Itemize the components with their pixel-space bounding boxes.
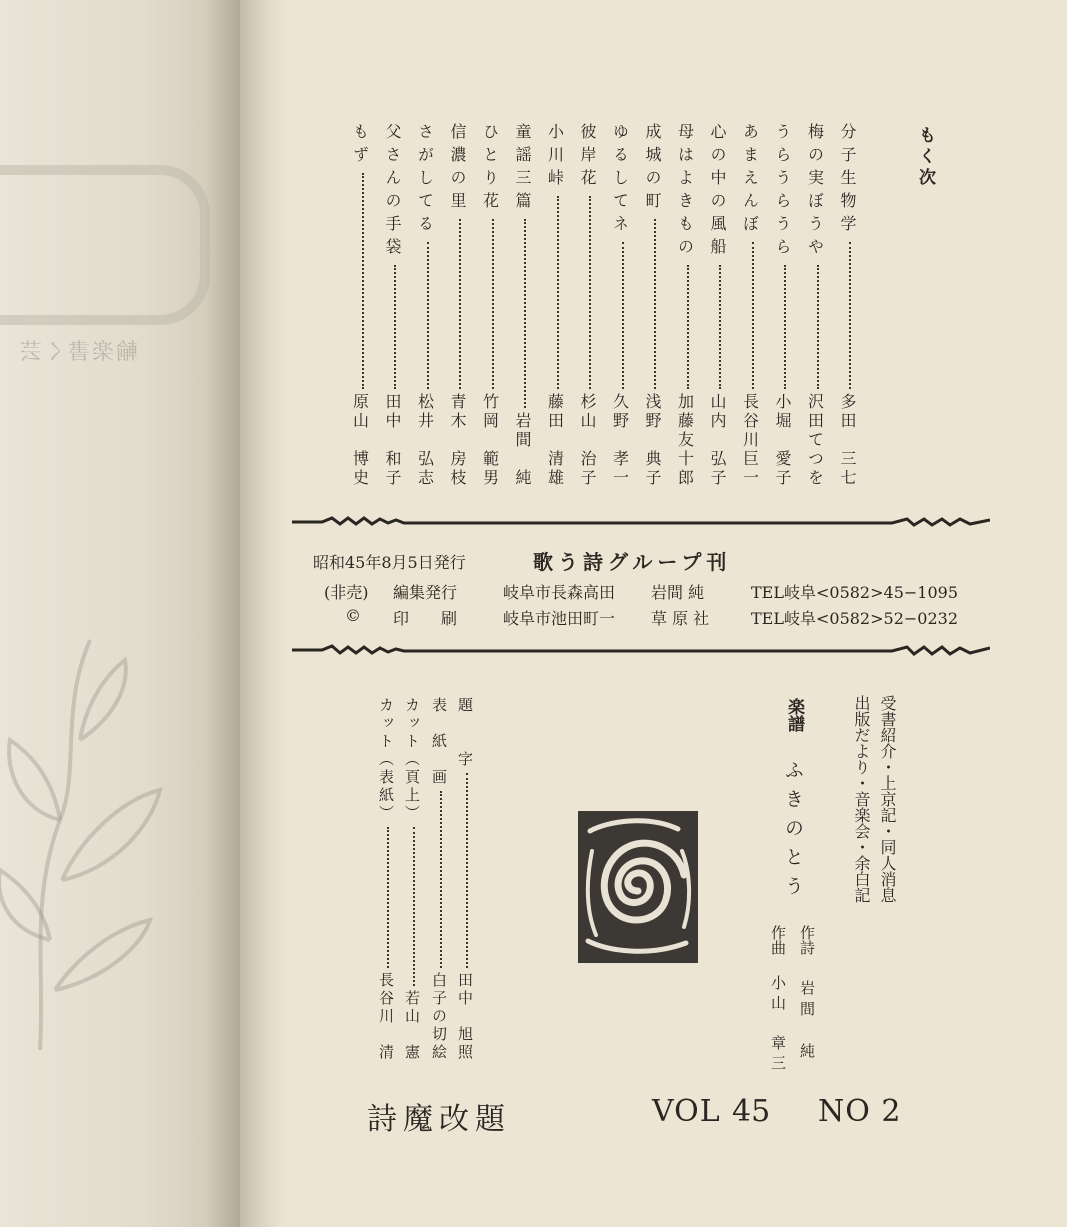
credit-label: カット（頁上） bbox=[403, 697, 421, 823]
vol-label: VOL bbox=[652, 1094, 721, 1129]
lyricist-name: 岩間 純 bbox=[798, 980, 816, 1064]
leader-dots bbox=[779, 265, 786, 389]
toc-entry-author: 沢田てつを bbox=[805, 393, 825, 488]
issue-label-text: NO bbox=[818, 1094, 871, 1129]
toc-entry-title: 成城の町 bbox=[643, 123, 662, 215]
toc-entry-author: 小堀 愛子 bbox=[773, 393, 792, 488]
divider-top bbox=[292, 514, 990, 528]
lyricist-role: 作詩 bbox=[798, 925, 816, 955]
leader-dots bbox=[519, 219, 526, 408]
toc-entry bbox=[674, 123, 697, 488]
toc-entry-author: 杉山 治子 bbox=[578, 393, 597, 488]
toc-entry-title: 信濃の里 bbox=[448, 123, 467, 215]
toc-entry-author: 久野 孝一 bbox=[610, 393, 630, 488]
contents-line-1: 受書紹介・上京記・同人消息 bbox=[878, 695, 897, 903]
row1-tel: TEL岐阜<0582>45−1095 bbox=[751, 583, 958, 602]
row1-label: (非売) bbox=[324, 583, 369, 602]
toc-entry-title: 分子生物学 bbox=[838, 123, 857, 238]
leader-dots bbox=[389, 265, 396, 389]
row1-address: 岐阜市長森高田 bbox=[503, 583, 616, 602]
leader-dots bbox=[812, 265, 819, 389]
toc-entry bbox=[739, 123, 762, 488]
toc-entry-author: 岩間 純 bbox=[513, 412, 532, 488]
row2-label: © bbox=[345, 606, 361, 625]
toc-entry-title: 彼岸花 bbox=[578, 123, 597, 192]
toc-entry bbox=[511, 123, 534, 488]
credit-label: 題 字 bbox=[456, 697, 474, 769]
toc-entry-title: 童謡三篇 bbox=[513, 123, 532, 215]
credit-name: 田中 旭照 bbox=[456, 972, 474, 1062]
leader-dots bbox=[384, 827, 389, 968]
toc-entry bbox=[544, 123, 567, 488]
toc-entry bbox=[414, 123, 437, 488]
toc-entry bbox=[576, 123, 599, 488]
row1-name: 岩間 純 bbox=[651, 583, 705, 602]
score-title: ふきのとう bbox=[782, 760, 804, 905]
ghost-emblem bbox=[0, 165, 210, 325]
toc-entry-title: ゆるしてネ bbox=[610, 123, 630, 238]
toc-entry bbox=[804, 123, 827, 488]
composer-name: 小山 章三 bbox=[769, 975, 787, 1075]
credit-entry bbox=[402, 697, 423, 1062]
divider-bottom bbox=[292, 643, 990, 657]
toc-entry-title: 梅の実ぼうや bbox=[805, 123, 825, 261]
row2-tel: TEL岐阜<0582>52−0232 bbox=[751, 609, 958, 628]
credit-name: 若山 憲 bbox=[403, 990, 421, 1062]
toc-entry-author: 田中 和子 bbox=[383, 393, 402, 488]
woodcut-spiral-illustration bbox=[578, 811, 698, 963]
leader-dots bbox=[357, 173, 364, 389]
ghost-plant-illustration bbox=[0, 620, 180, 1060]
gutter-shadow bbox=[205, 0, 285, 1227]
toc-entry-author: 藤田 清雄 bbox=[545, 393, 565, 488]
toc-entry bbox=[641, 123, 664, 488]
credit-entry bbox=[376, 697, 397, 1062]
toc-entry-author: 竹岡 範男 bbox=[480, 393, 500, 488]
toc-entry bbox=[381, 123, 404, 488]
issue-number: 2 bbox=[881, 1094, 902, 1129]
toc-entry-title: さがしてる bbox=[415, 123, 435, 238]
toc-entry-author: 山内 弘子 bbox=[708, 393, 727, 488]
toc-entry-title: もず bbox=[350, 123, 370, 169]
toc-entry-author: 多田 三七 bbox=[838, 393, 857, 488]
toc-entry-title: あまえんぼ bbox=[740, 123, 760, 238]
toc-entry bbox=[479, 123, 502, 488]
toc-entry-author: 原山 博史 bbox=[350, 393, 370, 488]
leader-dots bbox=[747, 242, 754, 389]
toc-entry bbox=[706, 123, 729, 488]
row2-name: 草 原 社 bbox=[651, 609, 710, 628]
leader-dots bbox=[552, 196, 559, 389]
leader-dots bbox=[454, 219, 461, 389]
credit-entry bbox=[429, 697, 450, 1062]
leader-dots bbox=[649, 219, 656, 389]
leader-dots bbox=[844, 242, 851, 389]
toc-entry bbox=[349, 123, 372, 488]
leader-dots bbox=[617, 242, 624, 389]
toc-entry-title: 心の中の風船 bbox=[708, 123, 727, 261]
vol-number: 45 bbox=[732, 1094, 771, 1129]
leader-dots bbox=[584, 196, 591, 389]
leader-dots bbox=[410, 827, 415, 986]
leader-dots bbox=[487, 219, 494, 389]
toc-entry-title: 小川峠 bbox=[545, 123, 565, 192]
leader-dots bbox=[422, 242, 429, 389]
toc-entry-title: 父さんの手袋 bbox=[383, 123, 402, 261]
toc-entry bbox=[609, 123, 632, 488]
credit-label: カット（表紙） bbox=[377, 697, 395, 823]
score-label: 楽譜 bbox=[784, 698, 804, 732]
toc-entry-author: 加藤友十郎 bbox=[675, 393, 695, 488]
ghost-text: 輸楽書く芸 bbox=[18, 340, 139, 365]
toc-entry-author: 浅野 典子 bbox=[643, 393, 662, 488]
leader-dots bbox=[682, 265, 689, 389]
issue-label bbox=[818, 1094, 902, 1129]
left-facing-page bbox=[0, 0, 240, 1227]
toc-entry bbox=[446, 123, 469, 488]
toc-entry-title: うらうらうら bbox=[773, 123, 792, 261]
row2-address: 岐阜市池田町一 bbox=[503, 609, 616, 628]
toc-entry bbox=[836, 123, 859, 488]
toc-entry-title: ひとり花 bbox=[480, 123, 500, 215]
credit-label: 表 紙 画 bbox=[430, 697, 448, 787]
toc-entry-author: 松井 弘志 bbox=[415, 393, 435, 488]
credit-name: 白子の切絵 bbox=[430, 972, 448, 1062]
toc-entry-author: 長谷川巨一 bbox=[740, 393, 760, 488]
toc-entry bbox=[771, 123, 794, 488]
toc-entry-title: 母はよきもの bbox=[675, 123, 695, 261]
composer-role: 作曲 bbox=[769, 925, 787, 955]
publication-date: 昭和45年8月5日発行 bbox=[313, 553, 466, 572]
leader-dots bbox=[437, 791, 442, 968]
publisher-name: 歌う詩グループ刊 bbox=[533, 550, 732, 574]
toc-entry-author: 青木 房枝 bbox=[448, 393, 467, 488]
row1-role: 編集発行 bbox=[393, 583, 458, 602]
credit-name: 長谷川 清 bbox=[377, 972, 395, 1062]
magazine-title: 詩魔改題 bbox=[367, 1102, 511, 1137]
toc-heading: もく次 bbox=[915, 126, 935, 189]
credit-entry bbox=[455, 697, 476, 1062]
leader-dots bbox=[463, 773, 468, 968]
leader-dots bbox=[714, 265, 721, 389]
row2-role: 印 刷 bbox=[393, 609, 458, 628]
contents-line-2: 出版だより・音楽会・余白記 bbox=[852, 695, 871, 903]
